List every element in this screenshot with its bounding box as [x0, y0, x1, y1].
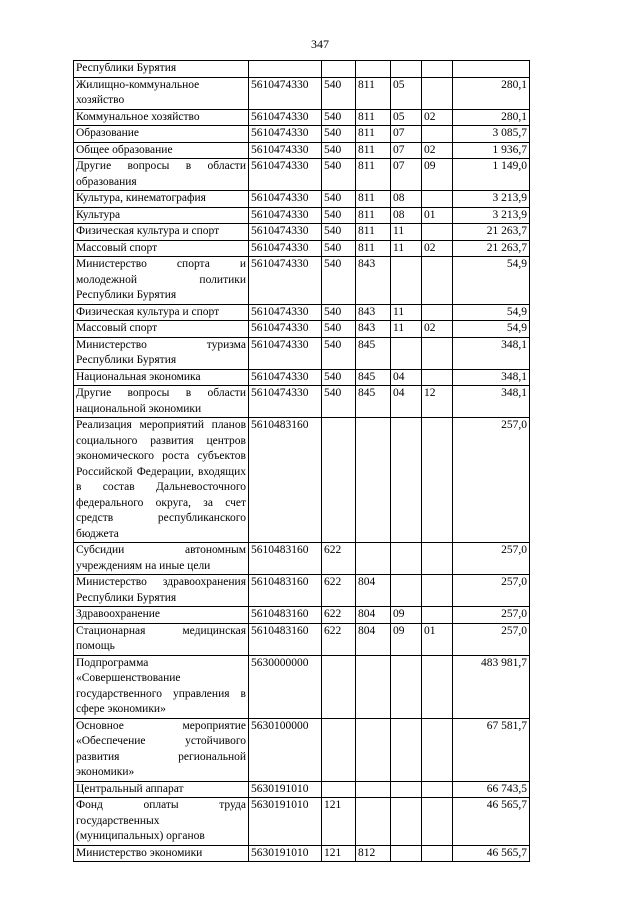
- expense-type-cell: 540: [322, 207, 356, 224]
- subsection-code-cell: 02: [422, 321, 453, 338]
- subsection-code-cell: [422, 191, 453, 208]
- section-code-cell: 07: [391, 126, 422, 143]
- table-row: [74, 386, 530, 418]
- row-name-cell: Жилищно-коммунальное хозяйство: [74, 77, 249, 109]
- subsection-code-cell: [422, 304, 453, 321]
- subsection-code-cell: [422, 257, 453, 305]
- department-code-cell: 845: [356, 337, 391, 369]
- department-code-cell: [356, 61, 391, 78]
- expense-type-cell: 121: [322, 798, 356, 846]
- target-article-code-cell: 5610474330: [249, 386, 322, 418]
- amount-cell: 1 149,0: [453, 159, 530, 191]
- amount-cell: 257,0: [453, 575, 530, 607]
- subsection-code-cell: [422, 61, 453, 78]
- table-row: [74, 543, 530, 575]
- row-name-cell: Массовый спорт: [74, 240, 249, 257]
- expense-type-cell: [322, 61, 356, 78]
- table-row: [74, 655, 530, 718]
- subsection-code-cell: 09: [422, 159, 453, 191]
- section-code-cell: 07: [391, 159, 422, 191]
- amount-cell: 54,9: [453, 304, 530, 321]
- row-name-cell: Министерство экономики: [74, 845, 249, 862]
- section-code-cell: 11: [391, 224, 422, 241]
- section-code-cell: [391, 61, 422, 78]
- table-row: [74, 781, 530, 798]
- amount-cell: 257,0: [453, 607, 530, 624]
- subsection-code-cell: [422, 845, 453, 862]
- section-code-cell: 11: [391, 321, 422, 338]
- department-code-cell: 845: [356, 369, 391, 386]
- section-code-cell: [391, 418, 422, 543]
- target-article-code-cell: [249, 61, 322, 78]
- department-code-cell: 804: [356, 607, 391, 624]
- row-name-cell: Центральный аппарат: [74, 781, 249, 798]
- table-row: [74, 61, 530, 78]
- table-row: [74, 337, 530, 369]
- table-row: [74, 142, 530, 159]
- department-code-cell: 812: [356, 845, 391, 862]
- amount-cell: 3 213,9: [453, 191, 530, 208]
- expense-type-cell: 622: [322, 543, 356, 575]
- target-article-code-cell: 5630100000: [249, 718, 322, 781]
- section-code-cell: [391, 781, 422, 798]
- amount-cell: 1 936,7: [453, 142, 530, 159]
- target-article-code-cell: 5610483160: [249, 543, 322, 575]
- target-article-code-cell: 5610474330: [249, 109, 322, 126]
- row-name-cell: Другие вопросы в области образования: [74, 159, 249, 191]
- target-article-code-cell: 5610474330: [249, 224, 322, 241]
- row-name-cell: Коммунальное хозяйство: [74, 109, 249, 126]
- expense-type-cell: 540: [322, 321, 356, 338]
- target-article-code-cell: 5610474330: [249, 126, 322, 143]
- row-name-cell: Физическая культура и спорт: [74, 304, 249, 321]
- department-code-cell: 811: [356, 126, 391, 143]
- section-code-cell: [391, 543, 422, 575]
- row-name-cell: Подпрограмма «Совершенствование государственного управления в сфере экономики»: [74, 655, 249, 718]
- expense-type-cell: 622: [322, 623, 356, 655]
- table-row: [74, 718, 530, 781]
- row-name-cell: Фонд оплаты труда государственных (муниципальных) органов: [74, 798, 249, 846]
- department-code-cell: [356, 543, 391, 575]
- target-article-code-cell: 5610483160: [249, 607, 322, 624]
- target-article-code-cell: 5630191010: [249, 781, 322, 798]
- department-code-cell: 811: [356, 224, 391, 241]
- expense-type-cell: 540: [322, 159, 356, 191]
- table-row: [74, 257, 530, 305]
- table-row: [74, 304, 530, 321]
- amount-cell: 348,1: [453, 386, 530, 418]
- subsection-code-cell: [422, 369, 453, 386]
- table-row: [74, 418, 530, 543]
- section-code-cell: [391, 575, 422, 607]
- department-code-cell: 804: [356, 623, 391, 655]
- department-code-cell: 811: [356, 109, 391, 126]
- expense-type-cell: [322, 718, 356, 781]
- department-code-cell: 804: [356, 575, 391, 607]
- department-code-cell: 811: [356, 77, 391, 109]
- department-code-cell: 811: [356, 207, 391, 224]
- section-code-cell: [391, 845, 422, 862]
- row-name-cell: Стационарная медицинская помощь: [74, 623, 249, 655]
- expense-type-cell: [322, 418, 356, 543]
- table-row: [74, 321, 530, 338]
- expense-type-cell: 540: [322, 369, 356, 386]
- subsection-code-cell: [422, 77, 453, 109]
- amount-cell: 67 581,7: [453, 718, 530, 781]
- target-article-code-cell: 5610474330: [249, 207, 322, 224]
- target-article-code-cell: 5630000000: [249, 655, 322, 718]
- table-row: [74, 159, 530, 191]
- amount-cell: [453, 61, 530, 78]
- subsection-code-cell: [422, 418, 453, 543]
- budget-table: [73, 60, 530, 862]
- amount-cell: 257,0: [453, 623, 530, 655]
- target-article-code-cell: 5610483160: [249, 418, 322, 543]
- subsection-code-cell: [422, 718, 453, 781]
- expense-type-cell: 622: [322, 607, 356, 624]
- section-code-cell: 08: [391, 191, 422, 208]
- section-code-cell: 05: [391, 77, 422, 109]
- section-code-cell: 04: [391, 386, 422, 418]
- row-name-cell: Реализация мероприятий планов социального развития центров экономического роста субъектов Российской Федерации, входящих в состав Дальневосточного федерального округа, за счет средств республиканского бюджета: [74, 418, 249, 543]
- amount-cell: 280,1: [453, 77, 530, 109]
- expense-type-cell: [322, 781, 356, 798]
- section-code-cell: [391, 655, 422, 718]
- table-row: [74, 126, 530, 143]
- row-name-cell: Субсидии автономным учреждениям на иные цели: [74, 543, 249, 575]
- target-article-code-cell: 5610474330: [249, 77, 322, 109]
- expense-type-cell: 540: [322, 304, 356, 321]
- expense-type-cell: 540: [322, 142, 356, 159]
- target-article-code-cell: 5610483160: [249, 623, 322, 655]
- target-article-code-cell: 5610474330: [249, 321, 322, 338]
- section-code-cell: 09: [391, 607, 422, 624]
- target-article-code-cell: 5630191010: [249, 798, 322, 846]
- target-article-code-cell: 5610474330: [249, 240, 322, 257]
- section-code-cell: [391, 337, 422, 369]
- subsection-code-cell: 01: [422, 207, 453, 224]
- expense-type-cell: 540: [322, 386, 356, 418]
- section-code-cell: 11: [391, 240, 422, 257]
- department-code-cell: [356, 798, 391, 846]
- subsection-code-cell: [422, 337, 453, 369]
- amount-cell: 46 565,7: [453, 798, 530, 846]
- amount-cell: 54,9: [453, 321, 530, 338]
- subsection-code-cell: [422, 655, 453, 718]
- section-code-cell: 04: [391, 369, 422, 386]
- section-code-cell: 09: [391, 623, 422, 655]
- department-code-cell: [356, 418, 391, 543]
- expense-type-cell: 540: [322, 257, 356, 305]
- target-article-code-cell: 5630191010: [249, 845, 322, 862]
- table-row: [74, 845, 530, 862]
- table-row: [74, 798, 530, 846]
- subsection-code-cell: 02: [422, 142, 453, 159]
- row-name-cell: Общее образование: [74, 142, 249, 159]
- section-code-cell: 05: [391, 109, 422, 126]
- department-code-cell: 811: [356, 240, 391, 257]
- subsection-code-cell: [422, 607, 453, 624]
- target-article-code-cell: 5610474330: [249, 257, 322, 305]
- section-code-cell: 08: [391, 207, 422, 224]
- subsection-code-cell: 02: [422, 240, 453, 257]
- department-code-cell: 811: [356, 159, 391, 191]
- amount-cell: 280,1: [453, 109, 530, 126]
- subsection-code-cell: [422, 798, 453, 846]
- subsection-code-cell: 12: [422, 386, 453, 418]
- expense-type-cell: 622: [322, 575, 356, 607]
- department-code-cell: [356, 655, 391, 718]
- expense-type-cell: [322, 655, 356, 718]
- subsection-code-cell: 01: [422, 623, 453, 655]
- subsection-code-cell: [422, 781, 453, 798]
- page-number: 347: [311, 37, 329, 51]
- target-article-code-cell: 5610474330: [249, 369, 322, 386]
- target-article-code-cell: 5610474330: [249, 142, 322, 159]
- row-name-cell: Культура, кинематография: [74, 191, 249, 208]
- expense-type-cell: 540: [322, 224, 356, 241]
- table-row: [74, 224, 530, 241]
- amount-cell: 257,0: [453, 543, 530, 575]
- row-name-cell: Национальная экономика: [74, 369, 249, 386]
- subsection-code-cell: [422, 224, 453, 241]
- target-article-code-cell: 5610474330: [249, 191, 322, 208]
- expense-type-cell: 540: [322, 191, 356, 208]
- department-code-cell: [356, 781, 391, 798]
- table-row: [74, 575, 530, 607]
- department-code-cell: 843: [356, 321, 391, 338]
- table-row: [74, 369, 530, 386]
- table-row: [74, 607, 530, 624]
- row-name-cell: Здравоохранение: [74, 607, 249, 624]
- amount-cell: 21 263,7: [453, 224, 530, 241]
- table-row: [74, 109, 530, 126]
- department-code-cell: 843: [356, 304, 391, 321]
- target-article-code-cell: 5610474330: [249, 159, 322, 191]
- department-code-cell: 811: [356, 142, 391, 159]
- amount-cell: 54,9: [453, 257, 530, 305]
- row-name-cell: Министерство спорта и молодежной политики Республики Бурятия: [74, 257, 249, 305]
- table-row: [74, 207, 530, 224]
- table-row: [74, 191, 530, 208]
- department-code-cell: 845: [356, 386, 391, 418]
- row-name-cell: Министерство туризма Республики Бурятия: [74, 337, 249, 369]
- amount-cell: 66 743,5: [453, 781, 530, 798]
- amount-cell: 3 085,7: [453, 126, 530, 143]
- target-article-code-cell: 5610474330: [249, 304, 322, 321]
- expense-type-cell: 540: [322, 109, 356, 126]
- section-code-cell: [391, 798, 422, 846]
- amount-cell: 46 565,7: [453, 845, 530, 862]
- target-article-code-cell: 5610483160: [249, 575, 322, 607]
- target-article-code-cell: 5610474330: [249, 337, 322, 369]
- amount-cell: 348,1: [453, 369, 530, 386]
- row-name-cell: Другие вопросы в области национальной экономики: [74, 386, 249, 418]
- section-code-cell: [391, 257, 422, 305]
- subsection-code-cell: [422, 543, 453, 575]
- amount-cell: 483 981,7: [453, 655, 530, 718]
- amount-cell: 348,1: [453, 337, 530, 369]
- amount-cell: 3 213,9: [453, 207, 530, 224]
- subsection-code-cell: [422, 575, 453, 607]
- budget-table-body: [74, 61, 530, 862]
- row-name-cell: Культура: [74, 207, 249, 224]
- row-name-cell: Республики Бурятия: [74, 61, 249, 78]
- expense-type-cell: 540: [322, 77, 356, 109]
- expense-type-cell: 121: [322, 845, 356, 862]
- row-name-cell: Образование: [74, 126, 249, 143]
- subsection-code-cell: [422, 126, 453, 143]
- amount-cell: 21 263,7: [453, 240, 530, 257]
- section-code-cell: [391, 718, 422, 781]
- department-code-cell: [356, 718, 391, 781]
- row-name-cell: Физическая культура и спорт: [74, 224, 249, 241]
- row-name-cell: Министерство здравоохранения Республики Бурятия: [74, 575, 249, 607]
- expense-type-cell: 540: [322, 126, 356, 143]
- department-code-cell: 843: [356, 257, 391, 305]
- expense-type-cell: 540: [322, 240, 356, 257]
- section-code-cell: 07: [391, 142, 422, 159]
- table-row: [74, 77, 530, 109]
- section-code-cell: 11: [391, 304, 422, 321]
- table-row: [74, 240, 530, 257]
- row-name-cell: Массовый спорт: [74, 321, 249, 338]
- table-row: [74, 623, 530, 655]
- department-code-cell: 811: [356, 191, 391, 208]
- amount-cell: 257,0: [453, 418, 530, 543]
- expense-type-cell: 540: [322, 337, 356, 369]
- subsection-code-cell: 02: [422, 109, 453, 126]
- row-name-cell: Основное мероприятие «Обеспечение устойчивого развития региональной экономики»: [74, 718, 249, 781]
